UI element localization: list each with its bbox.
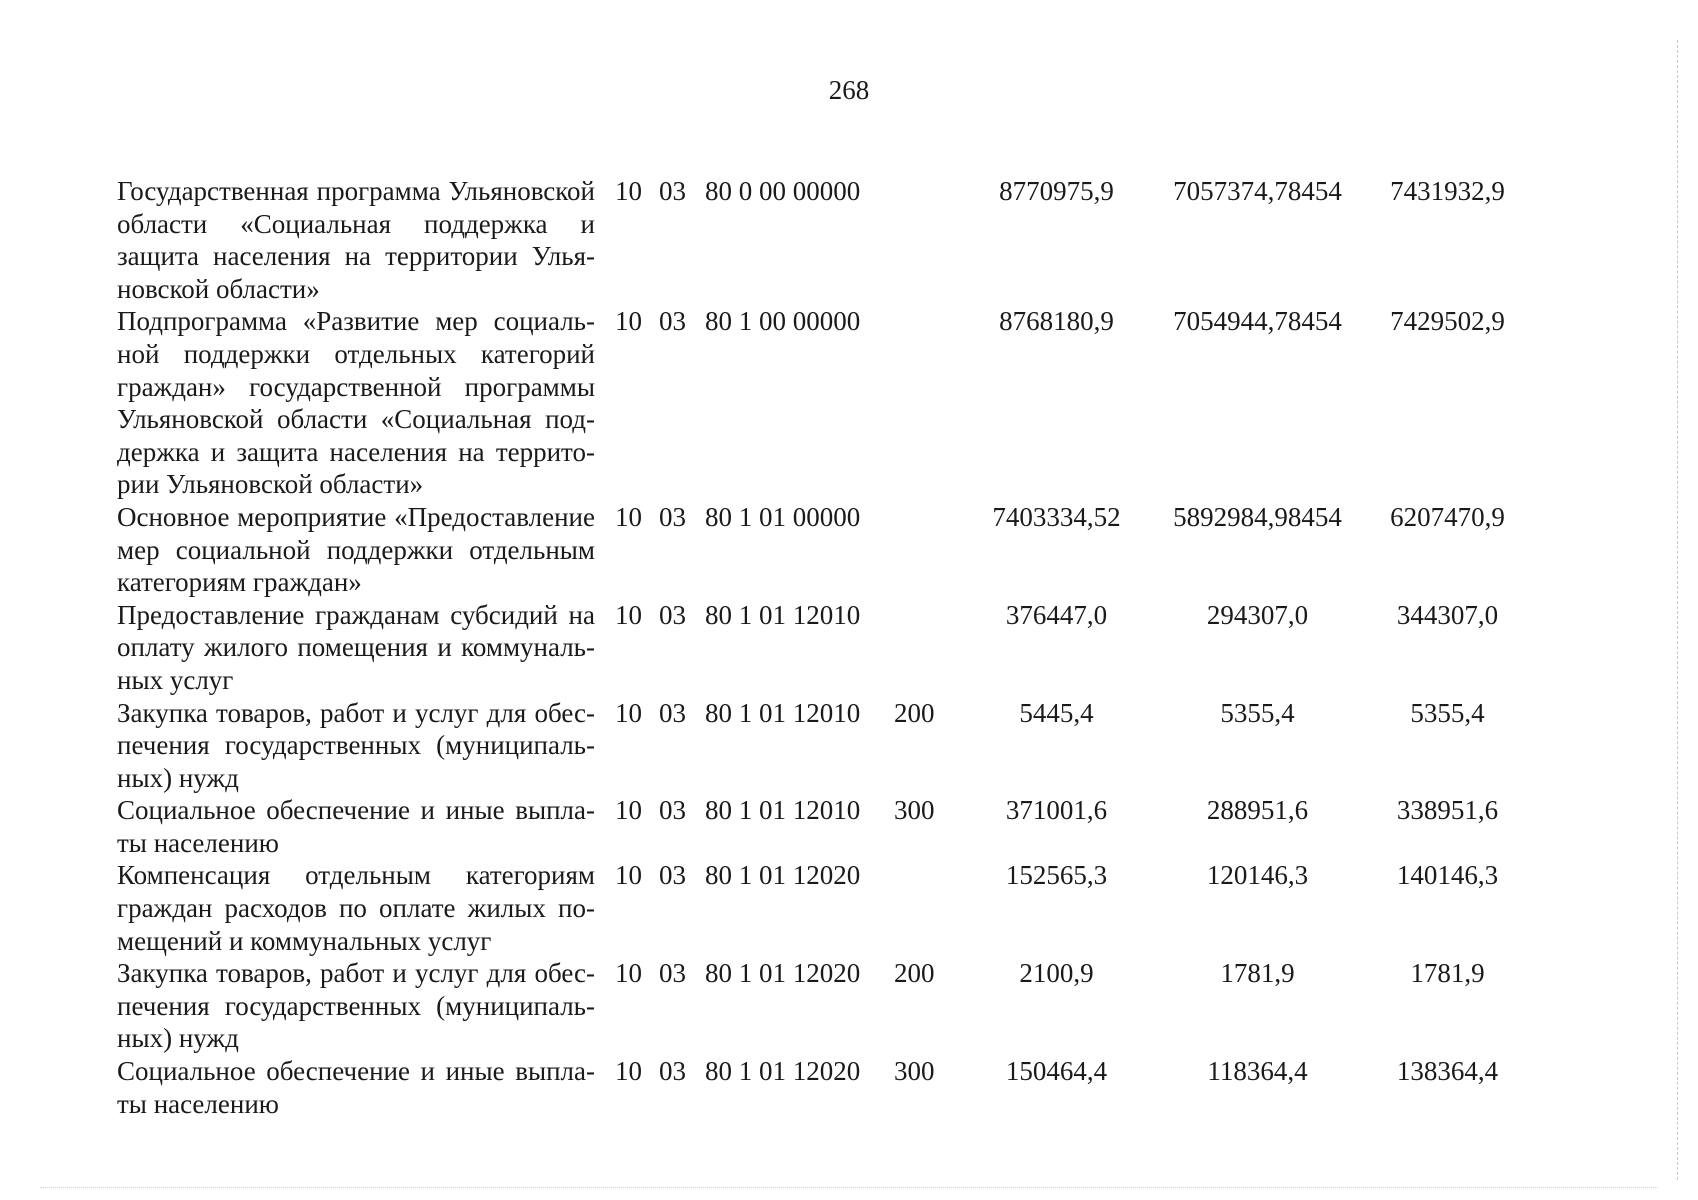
row-amount-year1: 2100,9 — [1019, 958, 1094, 989]
row-amount-year1: 8770975,9 — [999, 176, 1114, 206]
row-section-code: 10 — [615, 176, 642, 206]
row-section-code: 10 — [615, 795, 642, 826]
table-row — [117, 794, 1537, 859]
row-amount-year2: 7054944,78454 — [1173, 306, 1342, 337]
row-section-code: 10 — [615, 306, 642, 337]
row-amount-year3: 338951,6 — [1396, 795, 1499, 826]
row-subsection-code: 03 — [659, 599, 686, 630]
row-target-article-code: 80 1 01 12010 — [705, 697, 861, 728]
row-name: Социальное обеспечение и иные выплаты населению — [117, 1056, 595, 1119]
row-amount-year2: 1781,9 — [1220, 958, 1295, 989]
row-amount-year2: 288951,6 — [1206, 795, 1309, 826]
table-row — [117, 859, 1537, 957]
table-row — [117, 175, 1537, 305]
row-target-article-code: 80 0 00 00000 — [705, 176, 861, 206]
row-expense-type-code — [894, 305, 956, 501]
row-target-article-code: 80 1 01 12020 — [705, 1056, 861, 1087]
row-amount-year2: 294307,0 — [1206, 599, 1309, 630]
row-amount-year3: 1781,9 — [1410, 958, 1485, 989]
row-amount-year1: 7403334,52 — [992, 501, 1121, 532]
row-amount-year1: 371001,6 — [1005, 795, 1108, 826]
row-name: Предоставление гражданам субсидий на оплату жилого помещения и коммунальных услуг — [117, 599, 595, 695]
row-expense-type-code — [894, 501, 956, 599]
row-amount-year3: 344307,0 — [1396, 599, 1499, 630]
row-subsection-code: 03 — [659, 958, 686, 989]
row-amount-year1: 8768180,9 — [999, 306, 1114, 337]
row-amount-year3: 5355,4 — [1410, 697, 1485, 728]
row-amount-year1: 150464,4 — [1005, 1056, 1108, 1087]
row-name: Подпрограмма «Развитие мер социальной поддержки отдельных категорий граждан» государственной программы Ульяновской области «Социальная поддержка и защита населения на территории Ульяновской области» — [117, 306, 595, 500]
row-target-article-code: 80 1 01 12020 — [705, 958, 861, 989]
row-amount-year3: 6207470,9 — [1390, 501, 1505, 532]
row-amount-year1: 376447,0 — [1005, 599, 1108, 630]
row-subsection-code: 03 — [659, 795, 686, 826]
row-target-article-code: 80 1 01 00000 — [705, 501, 861, 532]
row-target-article-code: 80 1 01 12020 — [705, 860, 861, 891]
row-expense-type-code: 200 — [894, 958, 935, 989]
row-name: Государственная программа Ульяновской области «Социальная поддержка и защита населения на территории Ульяновской области» — [117, 176, 595, 304]
table-row — [117, 957, 1537, 1055]
row-amount-year2: 120146,3 — [1206, 860, 1309, 891]
row-section-code: 10 — [615, 1056, 642, 1087]
row-subsection-code: 03 — [659, 697, 686, 728]
row-name: Закупка товаров, работ и услуг для обеспечения государственных (муниципальных) нужд — [117, 958, 595, 1054]
scan-bottom-line — [40, 1187, 1658, 1188]
row-expense-type-code: 200 — [894, 697, 935, 728]
row-name: Компенсация отдельным категориям граждан расходов по оплате жилых помещений и коммунальных услуг — [117, 860, 595, 956]
row-amount-year3: 7429502,9 — [1390, 306, 1505, 337]
row-amount-year3: 138364,4 — [1396, 1056, 1499, 1087]
row-subsection-code: 03 — [659, 501, 686, 532]
row-subsection-code: 03 — [659, 306, 686, 337]
table-row — [117, 305, 1537, 501]
row-amount-year2: 5892984,98454 — [1173, 501, 1342, 532]
table-row — [117, 599, 1537, 697]
row-subsection-code: 03 — [659, 860, 686, 891]
page-number: 268 — [828, 75, 870, 105]
row-section-code: 10 — [615, 860, 642, 891]
row-amount-year3: 7431932,9 — [1390, 176, 1505, 206]
row-expense-type-code — [894, 599, 956, 697]
table-row — [117, 501, 1537, 599]
row-amount-year3: 140146,3 — [1396, 860, 1499, 891]
row-name: Основное мероприятие «Предоставление мер социальной поддержки отдельным категориям граждан» — [117, 501, 595, 598]
row-section-code: 10 — [615, 958, 642, 989]
row-target-article-code: 80 1 01 12010 — [705, 599, 861, 630]
row-name: Социальное обеспечение и иные выплаты населению — [117, 795, 595, 858]
row-section-code: 10 — [615, 697, 642, 728]
row-target-article-code: 80 1 00 00000 — [705, 306, 861, 337]
row-expense-type-code — [894, 175, 956, 305]
row-subsection-code: 03 — [659, 176, 686, 206]
row-amount-year1: 5445,4 — [1019, 697, 1094, 728]
row-subsection-code: 03 — [659, 1056, 686, 1087]
row-section-code: 10 — [615, 501, 642, 532]
table-row — [117, 697, 1537, 795]
row-target-article-code: 80 1 01 12010 — [705, 795, 861, 826]
row-expense-type-code: 300 — [894, 1056, 935, 1087]
row-amount-year2: 7057374,78454 — [1173, 176, 1342, 206]
table-row — [117, 1055, 1537, 1120]
row-section-code: 10 — [615, 599, 642, 630]
budget-table — [117, 175, 1537, 1120]
row-expense-type-code: 300 — [894, 795, 935, 826]
row-name: Закупка товаров, работ и услуг для обеспечения государственных (муниципальных) нужд — [117, 697, 595, 793]
row-amount-year1: 152565,3 — [1005, 860, 1108, 891]
row-expense-type-code — [894, 859, 956, 957]
row-amount-year2: 118364,4 — [1207, 1056, 1308, 1087]
row-amount-year2: 5355,4 — [1220, 697, 1295, 728]
scan-edge-line — [1677, 40, 1678, 1180]
